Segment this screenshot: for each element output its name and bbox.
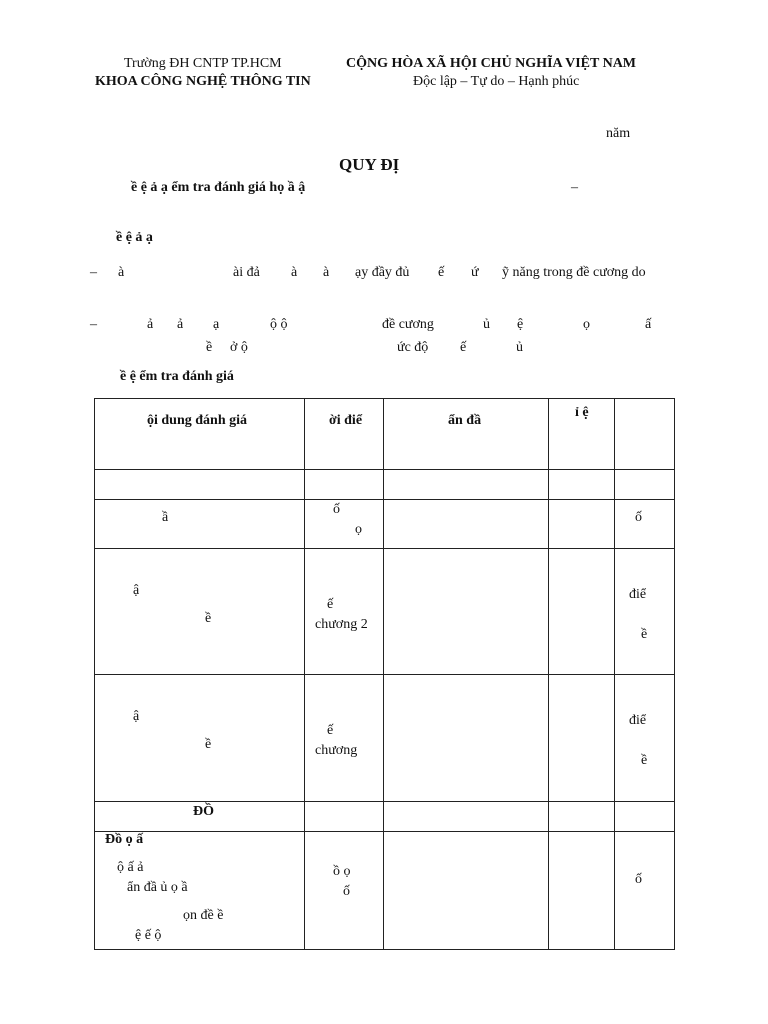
line1-fragment: ứ	[471, 265, 479, 280]
subtitle-dash: –	[571, 180, 578, 195]
line2-fragment: ủ	[483, 317, 490, 332]
table-row: ĐỒ	[95, 802, 675, 832]
national-motto: Độc lập – Tự do – Hạnh phúc	[413, 74, 580, 89]
line1-fragment: ế	[438, 265, 445, 280]
line2-fragment: ả	[147, 317, 154, 332]
table-row: ầ ố ọ ố	[95, 500, 675, 549]
header-cell: ỉ ệ	[549, 399, 615, 470]
line1-fragment: à	[118, 265, 125, 280]
line2-fragment: ấ	[645, 317, 652, 332]
section-heading-1: ề ệ ả ạ	[116, 230, 153, 245]
line1-fragment: ỹ năng trong đề cương do	[502, 265, 646, 280]
table-header-row	[95, 399, 675, 470]
header-cell: ội dung đánh giá	[95, 399, 305, 470]
school-name: Trường ĐH CNTP TP.HCM	[124, 56, 282, 71]
line1-fragment: ạy đầy đủ	[355, 265, 410, 280]
line1-fragment: à	[291, 265, 298, 280]
line2-dash: –	[90, 317, 97, 332]
section-heading-2: ề ệ ểm tra đánh giá	[120, 369, 234, 384]
table-row: Đồ ọ ấ ộ ấ ả ẩn đầ ủ ọ ầ ọn đề ề ệ ế ộ ồ ọ ố ố	[95, 832, 675, 950]
document-subtitle: ề ệ ả ạ ểm tra đánh giá họ ầ ậ	[131, 180, 306, 195]
line3-fragment: ế	[460, 340, 467, 355]
national-title: CỘNG HÒA XÃ HỘI CHỦ NGHĨA VIỆT NAM	[346, 56, 637, 71]
line3-fragment: ở ộ	[230, 340, 248, 355]
table-row: ậ ề ế chương 2 điể ề	[95, 549, 675, 675]
line3-fragment: ủ	[516, 340, 523, 355]
line2-fragment: ạ	[213, 317, 220, 332]
document-title: QUY ĐỊ	[339, 155, 400, 174]
table-row: ậ ề ế chương điể ề	[95, 675, 675, 802]
line2-fragment: ộ ộ	[270, 317, 288, 332]
header-cell	[615, 399, 675, 470]
line2-fragment: ệ	[517, 317, 524, 332]
line3-fragment: ức độ	[397, 340, 429, 355]
line1-dash: –	[90, 265, 97, 280]
date-line: năm	[606, 126, 631, 141]
line2-fragment: đề cương	[382, 317, 434, 332]
table-row	[95, 470, 675, 500]
line1-fragment: ài đả	[233, 265, 260, 280]
line3-fragment: ề	[206, 340, 213, 355]
line1-fragment: à	[323, 265, 330, 280]
assessment-table	[94, 398, 675, 950]
line2-fragment: ọ	[583, 317, 590, 332]
line2-fragment: ả	[177, 317, 184, 332]
faculty-name: KHOA CÔNG NGHỆ THÔNG TIN	[95, 74, 311, 89]
header-cell: ời điể	[305, 399, 384, 470]
header-cell: ẩn đầ	[384, 399, 549, 470]
